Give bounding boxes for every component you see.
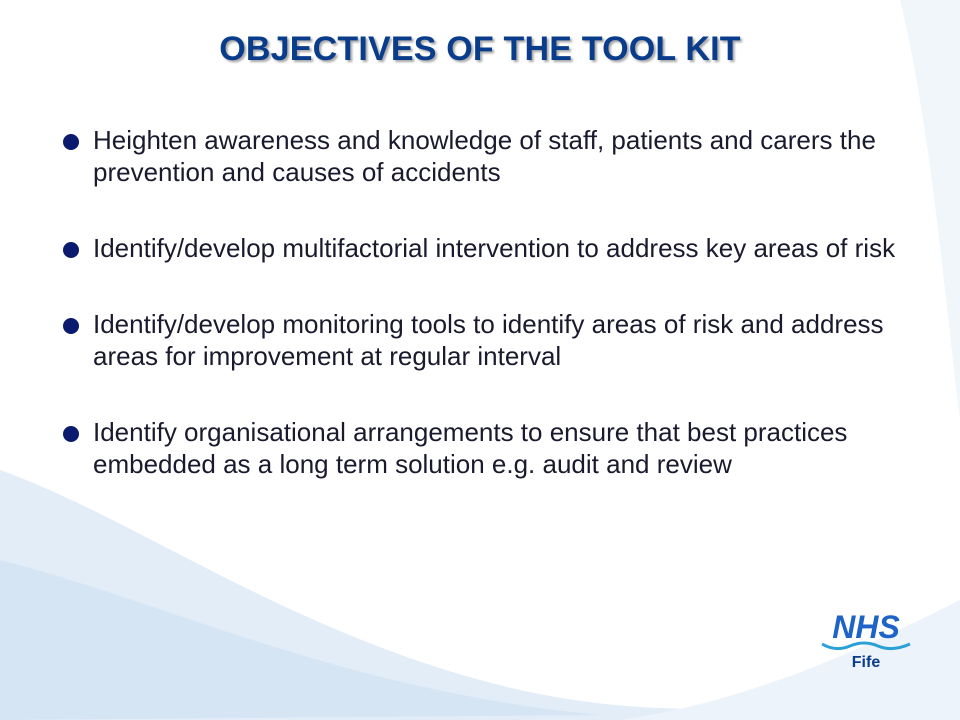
logo-nhs-text: NHS — [832, 609, 900, 645]
slide-title: OBJECTIVES OF THE TOOL KIT — [219, 30, 741, 68]
logo-subtitle: Fife — [851, 654, 881, 671]
bullet-text: Identify/develop multifactorial intervention to address key areas of risk — [93, 233, 896, 263]
list-item — [55, 124, 915, 188]
objectives-list — [55, 124, 915, 524]
nhs-logo-icon — [814, 608, 918, 654]
list-item — [55, 308, 915, 372]
bullet-text: Identify/develop monitoring tools to identify areas of risk and address areas for improvement at regular interval — [93, 309, 884, 371]
bullet-icon — [63, 242, 79, 258]
list-item — [55, 232, 915, 264]
list-item — [55, 416, 915, 480]
bullet-icon — [63, 134, 79, 150]
bullet-text: Identify organisational arrangements to ensure that best practices embedded as a long term solution e.g. audit and review — [93, 417, 848, 479]
bullet-icon — [63, 426, 79, 442]
nhs-fife-logo — [814, 608, 918, 702]
bullet-text: Heighten awareness and knowledge of staff, patients and carers the prevention and causes of accidents — [93, 125, 876, 187]
bullet-icon — [63, 318, 79, 334]
